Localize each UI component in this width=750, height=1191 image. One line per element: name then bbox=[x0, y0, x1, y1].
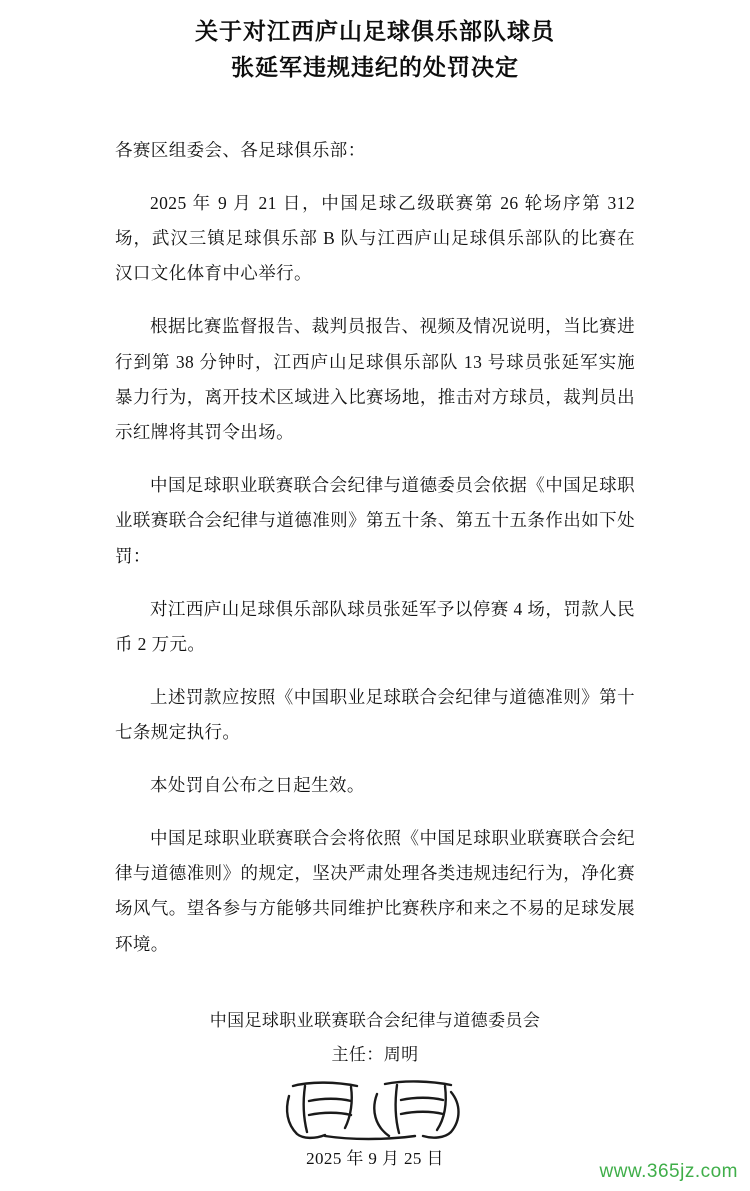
title-line-1: 关于对江西庐山足球俱乐部队球员 bbox=[195, 19, 555, 44]
handwritten-signature-icon bbox=[115, 1070, 635, 1142]
salutation: 各赛区组委会、各足球俱乐部： bbox=[115, 139, 366, 160]
paragraph-5: 上述罚款应按照《中国职业足球联合会纪律与道德准则》第十七条规定执行。 bbox=[115, 686, 635, 743]
watermark: www.365jz.com bbox=[599, 1161, 738, 1182]
document-body bbox=[115, 85, 635, 962]
paragraph-3: 中国足球职业联赛联合会纪律与道德委员会依据《中国足球职业联赛联合会纪律与道德准则》第五十条、第五十五条作出如下处罚： bbox=[115, 475, 635, 566]
paragraph-2: 根据比赛监督报告、裁判员报告、视频及情况说明，当比赛进行到第 38 分钟时，江西庐山足球俱乐部队 13 号球员张延军实施暴力行为，离开技术区域进入比赛场地，推击对方球员，裁判员出示红牌将其罚令出场。 bbox=[115, 316, 635, 443]
paragraph-7: 中国足球职业联赛联合会将依照《中国足球职业联赛联合会纪律与道德准则》的规定，坚决严肃处理各类违规违纪行为，净化赛场风气。望各参与方能够共同维护比赛秩序和来之不易的足球发展环境。 bbox=[115, 827, 635, 954]
paragraph-4: 对江西庐山足球俱乐部队球员张延军予以停赛 4 场，罚款人民币 2 万元。 bbox=[115, 598, 635, 654]
document-title bbox=[0, 0, 750, 85]
paragraph-6: 本处罚自公布之日起生效。 bbox=[150, 774, 365, 795]
signature-date: 2025 年 9 月 25 日 bbox=[306, 1148, 444, 1168]
signing-organization: 中国足球职业联赛联合会纪律与道德委员会 bbox=[209, 1011, 541, 1030]
title-line-2: 张延军违规违纪的处罚决定 bbox=[231, 54, 519, 80]
signing-role: 主任：周明 bbox=[331, 1045, 419, 1065]
paragraph-1: 2025 年 9 月 21 日，中国足球乙级联赛第 26 轮场序第 312 场，武汉三镇足球俱乐部 B 队与江西庐山足球俱乐部队的比赛在汉口文化体育中心举行。 bbox=[115, 192, 635, 284]
signature-block bbox=[115, 1005, 635, 1169]
